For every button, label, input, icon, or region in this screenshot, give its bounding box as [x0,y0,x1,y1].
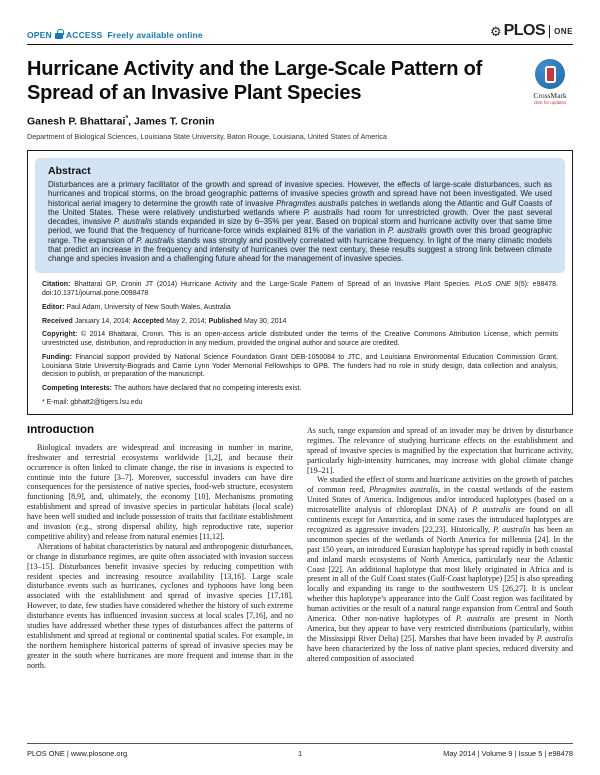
section-heading-introduction: Introduction [27,425,95,436]
meta-copyright: Copyright: © 2014 Bhattarai, Cronin. This is an open-access article distributed under the terms of the Creative Commons Attribution License, which permits unrestricted use, distribution, and reproduction in any medium, provided the original author and source are credited. [42,331,559,348]
intro-paragraph-2: Alterations of habitat characteristics by natural and anthropogenic disturbances, or change in disturbance regimes, are quite often associated with invasion success [13–15]. Disturbances benefit invasive species by reducing competition with resident species and increasing resource availability [13,16]. Large scale disturbance events such as hurricanes, cyclones and typhoons have long been associated with the establishment and spread of invasive species [17,18]. However, to date, few studies have considered whether the history of such extreme disturbance events has influenced invasion success at local scales [7,16], and no studies have addressed whether these types of disturbances affect the patterns of establishment and spread at regional or continental spatial scales. For example, in the northern hemisphere historical patterns of spread of invasive species may be greater in the south where hurricanes are more frequent and intense than in the north. [27,541,293,670]
footer-journal-url: PLOS ONE | www.plosone.org [27,749,128,758]
open-access-access-label: ACCESS [65,30,103,40]
article-metadata [28,280,572,414]
page-header [27,22,573,40]
logo-divider [549,25,550,38]
abstract-heading: Abstract [48,165,91,178]
meta-funding: Funding: Financial support provided by National Science Foundation Grant DEB-1050084 to JTC, and Louisiana Environmental Education Commission Grant, Louisiana State University-Biograds and Carrie Lynn Yoder Memorial Fellowships to GPB. The funders had no role in study design, data collection and analysis, decision to publish, or preparation of the manuscript. [42,353,558,379]
crossmark-badge[interactable] [527,57,573,106]
intro-paragraph-3: As such, range expansion and spread of an invader may be driven by disturbance regimes. The relevance of studying hurricane effects on the establishment and spread of invasive species is magnified by the expectation that hurricane activity, particularly high-intensity hurricanes, may increase with global climate change [19–21]. [307,425,573,475]
open-access-open-label: OPEN [27,30,52,40]
plos-one-logo [490,22,573,40]
meta-email-link[interactable]: * E-mail: gbhatt2@tigers.lsu.edu [42,399,143,407]
open-access-banner [27,30,203,40]
meta-dates: Received January 14, 2014; Accepted May 2, 2014; Published May 30, 2014 [42,317,287,325]
meta-editor: Editor: Paul Adam, University of New South Wales, Australia [42,303,231,311]
title-row [27,57,573,106]
meta-competing-interests: Competing Interests: The authors have declared that no competing interests exist. [42,385,302,393]
open-lock-icon [55,33,63,39]
crossmark-subtext: click for updates [533,100,567,105]
plos-gear-icon: ⚙ [489,23,502,39]
body-columns [27,426,573,722]
left-column [27,426,293,722]
crossmark-bookmark-icon [545,66,556,83]
crossmark-label: CrossMark [533,91,567,100]
affiliation: Department of Biological Sciences, Louisiana State University, Baton Rouge, Louisiana, United States of America [27,132,387,142]
intro-paragraph-1: Biological invaders are widespread and increasing in number in marine, freshwater and terrestrial ecosystems worldwide [1,2], and because their occurrence is often linked to climate change, the rise in invasions is expected to continue into the future [3–7]. Moreover, successful invaders can have dire consequences for the persistence of native species, food-web structure, ecosystem functioning [8,9], and, ultimately, the economy [10]. Mechanisms promoting establishment and spread of invasive species in particular habitats (local scale) have been well studied and include possession of traits that facilitate establishment and invasion (e.g., strong dispersal ability, high reproductive rate, superior competitive ability) and release from natural enemies [11,12]. [27,442,293,541]
article-title: Hurricane Activity and the Large-Scale Pattern of Spread of an Invasive Plant Species [27,58,483,105]
meta-citation: Citation: Bhattarai GP, Cronin JT (2014) Hurricane Activity and the Large-Scale Pattern of Spread of an Invasive Plant Species. PLoS ONE 9(5): e98478. doi:10.1371/journal.pone.0098478 [42,281,558,297]
author-line: Ganesh P. Bhattarai*, James T. Cronin [27,114,215,128]
journal-name-label: ONE [554,26,573,36]
abstract-section [35,158,565,273]
footer-page-number: 1 [297,749,303,758]
abstract-metadata-box [27,150,573,415]
page-footer [27,743,573,758]
freely-available-label: Freely available online [107,30,203,40]
crossmark-icon [535,59,565,89]
header-rule [27,44,573,45]
plos-brand-label: PLOS [503,22,546,39]
footer-issue-info: May 2014 | Volume 9 | Issue 5 | e98478 [443,749,573,758]
intro-paragraph-4: We studied the effect of storm and hurricane activities on the growth of patches of common reed, Phragmites australis, in the coastal wetlands of the eastern United States of America. Indigenous and/or introduced haplotypes (based on a microsatellite analysis of chloroplast DNA) of P. australis are found on all continents except for Antarctica, and in some cases the introduced haplotypes are recognized as aggressive invaders [22,23]. Historically, P. australis has been an uncommon species of the wetlands of North America for millennia [24]. In the past 150 years, an introduced Eurasian haplotype has spread rapidly in both coastal and inland marsh ecosystems of North America, particularly near the Atlantic Coast [22]. An additional haplotype that most likely originated in Africa and is present in all of the Gulf Coast states (Gulf-Coast haplotype) [25] is also spreading locally and expanding its range to the southwestern US [26,27]. It is unclear whether this haplotype’s appearance into the Gulf Coast region was facilitated by human activities or the result of a natural range expansion from Central and South America. Other non-native haplotypes of P. australis are present in North America, but they appear to have very restricted distributions (particularly, within the Mississippi River Delta) [25]. Marshes that have been invaded by P. australis have been characterized by the loss of native plant species, reduced diversity and altered composition of associated [307,475,573,663]
abstract-text: Disturbances are a primary facilitator of the growth and spread of invasive species. However, the effects of large-scale disturbances, such as hurricanes and tropical storms, on the broad geographic patterns of invasive species growth and spread have not been investigated. We used historical aerial imagery to determine the growth rate of invasive Phragmites australis patches in wetlands along the Atlantic and Gulf Coasts of the United States. These were relatively undisturbed wetlands where P. australis had room for unrestricted growth. Over the past several decades, invasive P. australis stands expanded in size by 6–35% per year. Based on tropical storm and hurricane activity over that same time period, we found that the frequency of hurricane-force winds explained 81% of the variation in P. australis growth over this broad geographic range. The expansion of P. australis stands was strongly and positively correlated with hurricane frequency. In light of the many climatic models that predict an increase in the frequency and intensity of hurricanes over the next century, these results suggest a strong link between climate change and species invasion and a challenging future ahead for the management of invasive species. [48,180,553,263]
right-column [307,426,573,722]
